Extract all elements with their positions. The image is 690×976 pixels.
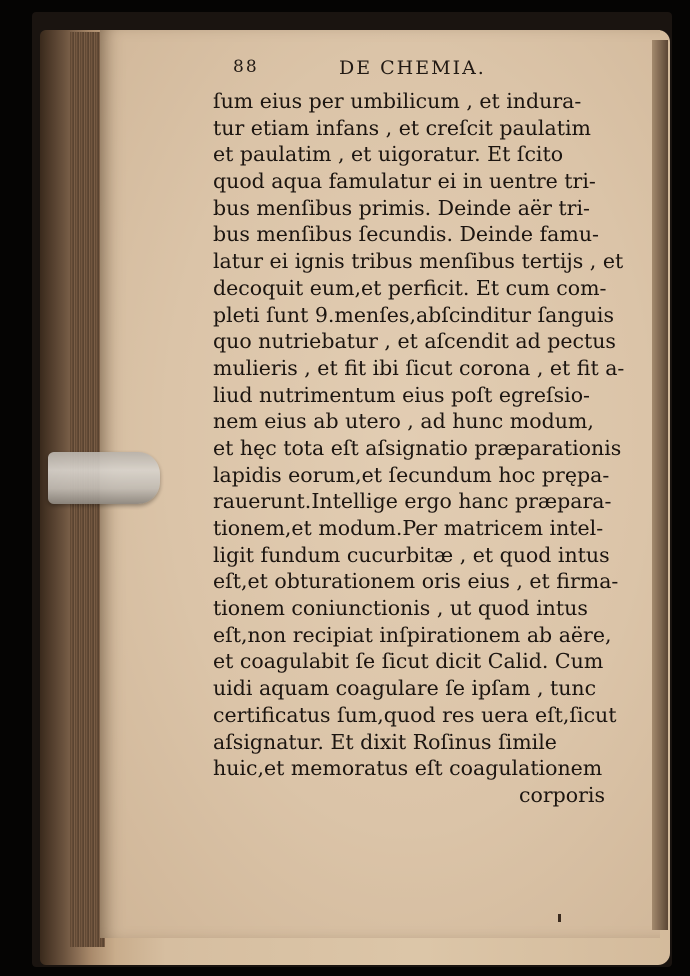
text-line: quo nutriebatur , et aſcendit ad pectus: [213, 329, 616, 354]
text-line: liud nutrimentum eius poſt egreſsio-: [213, 382, 590, 407]
text-line: nem eius ab utero , ad hunc modum,: [213, 409, 594, 434]
page-right-edge: [652, 40, 668, 930]
text-line: certificatus ſum,quod res uera eſt,ſicut: [213, 702, 617, 727]
text-line: et coagulabit ſe ſicut dicit Calid. Cum: [213, 649, 604, 674]
text-line: bus menſibus primis. Deinde aër tri-: [213, 195, 590, 220]
body-text: [213, 88, 625, 809]
text-line: et hęc tota eſt aſsignatio præparationis: [213, 435, 622, 460]
catchword: corporis: [519, 782, 605, 807]
text-line: latur ei ignis tribus menſibus tertijs , et: [213, 249, 624, 274]
text-line: tionem coniunctionis , ut quod intus: [213, 596, 588, 621]
text-line: ligit fundum cucurbitæ , et quod intus: [213, 542, 610, 567]
text-line: tur etiam infans , et creſcit paulatim: [213, 115, 591, 140]
text-line: lapidis eorum,et ſecundum hoc prępa-: [213, 462, 610, 487]
text-line: huic,et memoratus eſt coagulationem: [213, 756, 603, 781]
page-number: 88: [233, 57, 259, 77]
text-line: decoquit eum,et perficit. Et cum com-: [213, 275, 607, 300]
text-line: aſsignatur. Et dixit Roſinus ſimile: [213, 729, 557, 754]
text-line: tionem,et modum.Per matricem intel-: [213, 516, 604, 540]
text-line: bus menſibus ſecundis. Deinde famu-: [213, 222, 599, 247]
text-line: ſum eius per umbilicum , et indura-: [213, 89, 582, 113]
text-line: pleti ſunt 9.menſes,abſcinditur ſanguis: [213, 302, 614, 327]
text-line: rauerunt.Intellige ergo hanc præpara-: [213, 489, 612, 514]
clasp-strap: [48, 452, 160, 504]
text-line: et paulatim , et uigoratur. Et ſcito: [213, 142, 564, 167]
text-line: eſt,non recipiat inſpirationem ab aëre,: [213, 622, 612, 647]
running-title: DE CHEMIA.: [339, 57, 486, 79]
text-line: mulieris , et fit ibi ſicut corona , et fit a-: [213, 355, 625, 380]
text-line: uidi aquam coagulare ſe ipſam , tunc: [213, 676, 597, 701]
ink-mark: [558, 914, 561, 922]
text-line: eſt,et obturationem oris eius , et firma-: [213, 569, 619, 594]
running-header: [233, 57, 533, 83]
text-line: quod aqua famulatur ei in uentre tri-: [213, 169, 596, 194]
